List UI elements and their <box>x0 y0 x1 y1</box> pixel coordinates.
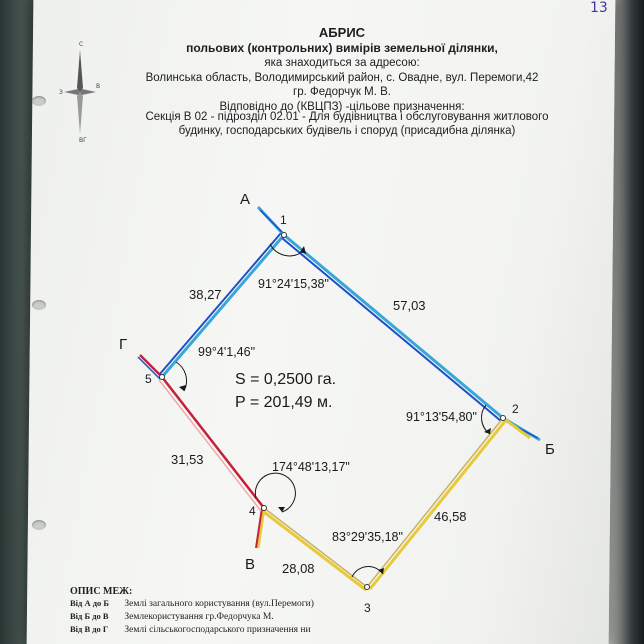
neighbor-a-label: А <box>240 191 251 208</box>
neighbor-v-label: В <box>245 556 256 573</box>
boundary-2-3 <box>367 418 503 587</box>
document-subtitle: польових (контрольних) вимірів земельної ділянки, <box>186 41 498 55</box>
neighbor-g-label: Г <box>119 336 128 353</box>
legend-row <box>70 597 390 610</box>
boundary-3-4 <box>264 508 367 587</box>
boundary-1-2-outer <box>284 235 503 418</box>
point-2-marker <box>501 416 506 421</box>
angle-4-label: 174°48'13,17" <box>272 460 350 474</box>
distance-4-5: 31,53 <box>171 452 204 467</box>
legend-row-text: Землі загального користування (вул.Перемоги) <box>124 599 314 609</box>
section-line-1: Секція В 02 - підрозділ 02.01 - Для будівництва і обслуговування житлового <box>145 111 549 123</box>
point-5-marker <box>160 375 165 380</box>
distance-1-2: 57,03 <box>393 298 426 313</box>
point-2-label: 2 <box>512 402 519 416</box>
point-3-label: 3 <box>364 601 371 615</box>
owner-line: гр. Федорчук М. В. <box>293 86 391 98</box>
point-1-label: 1 <box>280 213 287 227</box>
compass-north-label: С <box>79 41 84 48</box>
neighbor-b-label: Б <box>545 441 555 458</box>
compass-west-label: З <box>59 89 63 96</box>
compass-south-label: ВГ <box>79 137 87 144</box>
point-4-marker <box>262 506 267 511</box>
point-5-label: 5 <box>145 372 152 386</box>
angle-2-label: 91°13'54,80" <box>406 410 477 424</box>
point-4-label: 4 <box>249 504 256 518</box>
legend-row <box>70 623 390 636</box>
angle-5-label: 99°4'1,46" <box>198 345 256 359</box>
legend-row <box>70 610 390 623</box>
address-line: Волинська область, Володимирський район, с. Овадне, вул. Перемоги,42 <box>145 71 539 84</box>
point-1-marker <box>282 233 287 238</box>
area-label: S = 0,2500 га. <box>235 371 337 388</box>
section-line-2: будинку, господарських будівель і споруд (присадибна ділянка) <box>178 125 516 137</box>
distance-2-3: 46,58 <box>434 509 467 524</box>
purpose-line: Відповідно до (КВЦПЗ) -цільове призначення: <box>219 100 465 113</box>
document-title: АБРИС <box>318 25 366 40</box>
legend-row-text: Землекористування гр.Федорчука М. <box>124 612 274 622</box>
distance-3-4: 28,08 <box>282 561 315 576</box>
distance-5-1: 38,27 <box>189 287 222 302</box>
perimeter-label: P = 201,49 м. <box>235 394 333 411</box>
address-intro: яка знаходиться за адресою: <box>264 57 420 69</box>
angle-1-label: 91°24'15,38" <box>258 277 329 291</box>
legend-row-text: Землі сільськогосподарського призначення ни <box>124 625 311 635</box>
boundary-description <box>70 586 390 636</box>
page-number: 13 <box>590 0 608 16</box>
legend-row-from: Від Б до В <box>70 611 109 621</box>
legend-row-from: Від В до Г <box>70 624 109 634</box>
legend-row-from: Від А до Б <box>70 598 110 608</box>
legend-heading: ОПИС МЕЖ: <box>70 586 133 597</box>
angle-3-label: 83°29'35,18" <box>332 530 403 544</box>
compass-east-label: В <box>96 83 101 90</box>
